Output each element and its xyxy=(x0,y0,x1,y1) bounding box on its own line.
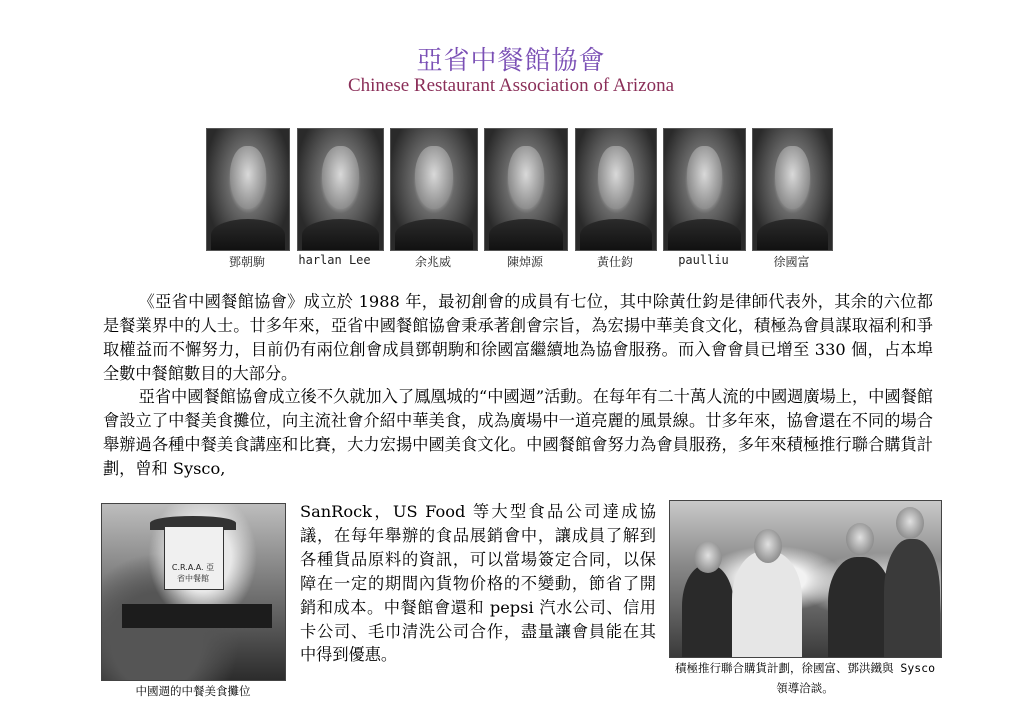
member-portrait xyxy=(390,128,478,251)
body-paragraph-2-continued: SanRock，US Food 等大型食品公司達成協議，在每年舉辦的食品展銷會中，讓成員了解到各種貨品原料的資訊，可以當場簽定合同，以保障在一定的期間內貨物价格的不變動，節省了開銷和成本。中餐館會還和 pepsi 汽水公司、信用卡公司、毛巾清洗公司合作，盡量讓會員能在其中得到優惠。 xyxy=(300,502,656,665)
member-name: harlan Lee xyxy=(298,253,371,267)
sysco-meeting-caption: 積極推行聯合購貨計劃，徐國富、鄧洪鐵與 Sysco 領導洽談。 xyxy=(674,661,936,695)
member-name: 黃仕鈞 xyxy=(596,255,633,269)
member-portrait xyxy=(297,128,384,251)
member-portrait xyxy=(484,128,568,251)
member-name: 鄧朝駒 xyxy=(228,255,265,269)
member-portrait xyxy=(752,128,833,251)
member-name: paulliu xyxy=(678,253,729,267)
member-portrait xyxy=(206,128,290,251)
member-name: 徐國富 xyxy=(773,255,810,269)
booth-sign-text: C.R.A.A. 亞省中餐館 xyxy=(171,563,215,583)
food-booth-photo xyxy=(101,503,286,681)
title-english: Chinese Restaurant Association of Arizona xyxy=(347,75,675,96)
member-name: 陳焯源 xyxy=(506,255,543,269)
member-name: 余兆威 xyxy=(414,255,451,269)
food-booth-caption: 中國週的中餐美食攤位 xyxy=(135,684,251,698)
sysco-meeting-photo xyxy=(669,500,942,658)
member-portrait xyxy=(575,128,657,251)
body-paragraph-2: 亞省中國餐館協會成立後不久就加入了鳳凰城的“中國週”活動。在每年有二十萬人流的中國週廣場上，中國餐館會設立了中餐美食攤位，向主流社會介紹中華美食，成為廣場中一道亮麗的風景線。廿多年來，協會還在不同的場合舉辦過各種中餐美食講座和比賽，大力宏揚中國美食文化。中國餐館會努力為會員服務，多年來積極推行聯合購貨計劃，曾和 Sysco, xyxy=(103,387,933,478)
body-paragraph-1: 《亞省中國餐館協會》成立於 1988 年，最初創會的成員有七位，其中除黃仕鈞是律師代表外，其余的六位都是餐業界中的人士。廿多年來，亞省中國餐館協會秉承著創會宗旨，為宏揚中華美食文化，積極為會員謀取福利和爭取權益而不懈努力，目前仍有兩位創會成員鄧朝駒和徐國富繼續地為協會服務。而入會會員已增至 330 個，占本埠全數中餐館數目的大部分。 xyxy=(103,292,933,383)
title-chinese: 亞省中餐館協會 xyxy=(416,46,606,76)
member-portrait xyxy=(663,128,746,251)
